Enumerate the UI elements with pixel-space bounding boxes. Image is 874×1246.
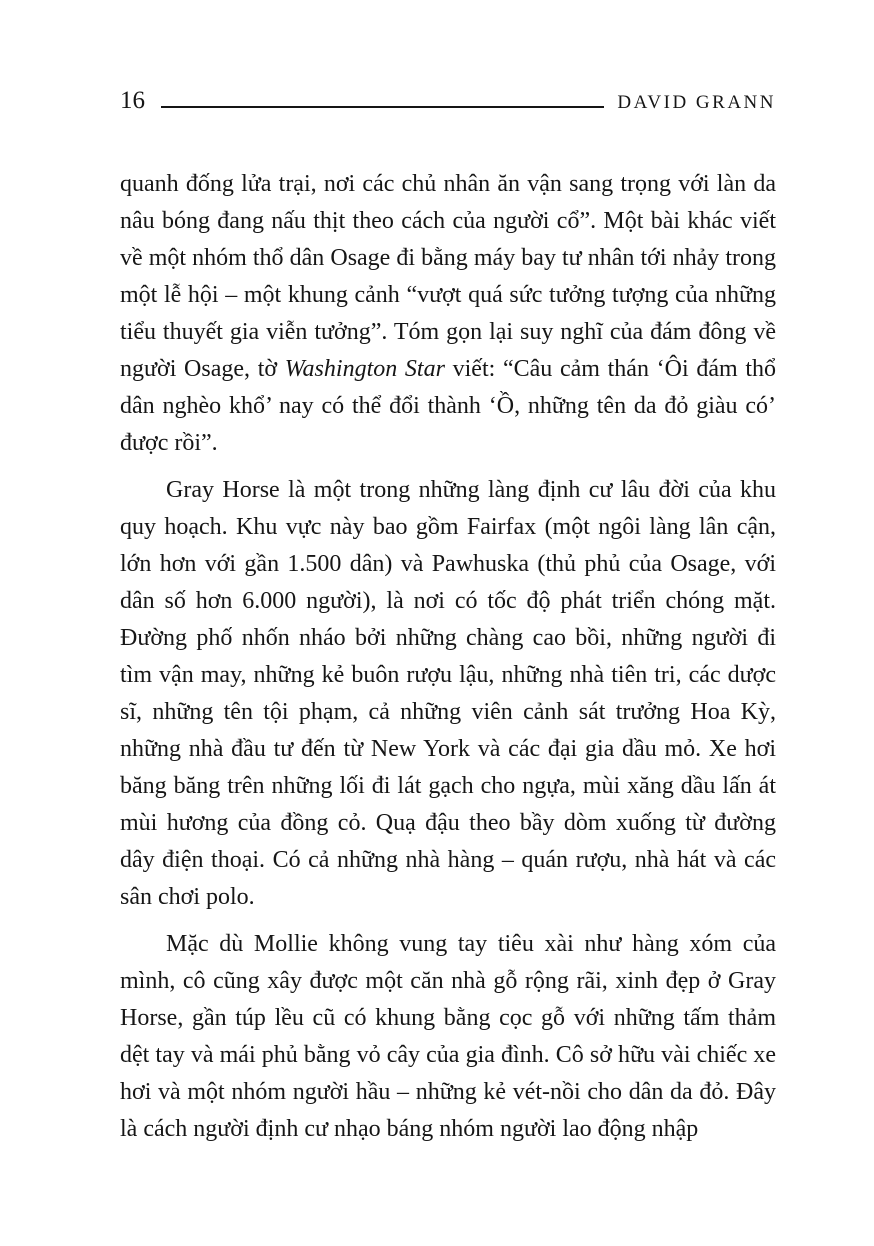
paragraph-2-run-1: Gray Horse là một trong những làng định cư lâu đời của khu quy hoạch. Khu vực này bao gồm Fairfax (một ngôi làng lân cận, lớn hơn với gần 1.500 dân) và Pawhuska (thủ phủ của Osage, với dân số hơn 6.000 người), là nơi có tốc độ phát triển chóng mặt. Đường phố nhốn nháo bởi những chàng cao bồi, những người đi tìm vận may, những kẻ buôn rượu lậu, những nhà tiên tri, các dược sĩ, những tên tội phạm, cả những viên cảnh sát trưởng Hoa Kỳ, những nhà đầu tư đến từ New York và các đại gia dầu mỏ. Xe hơi băng băng trên những lối đi lát gạch cho ngựa, mùi xăng dầu lấn át mùi hương của đồng cỏ. Quạ đậu theo bầy dòm xuống từ đường dây điện thoại. Có cả những nhà hàng – quán rượu, nhà hát và các sân chơi polo.: [120, 477, 776, 910]
paragraph-2: [120, 472, 776, 916]
page-number: 16: [120, 87, 145, 114]
paragraph-1: [120, 166, 776, 462]
paragraph-1-run-3: viết: “Câu cảm thán ‘Ôi đám thổ dân nghèo khổ’ nay có thể đổi thành ‘Ồ, những tên da đỏ giàu có’ được rồi”.: [120, 356, 776, 456]
body-text: [120, 166, 776, 1158]
paragraph-3: [120, 926, 776, 1148]
running-header: [120, 88, 776, 113]
paragraph-3-run-1: Mặc dù Mollie không vung tay tiêu xài như hàng xóm của mình, cô cũng xây được một căn nhà gỗ rộng rãi, xinh đẹp ở Gray Horse, gần túp lều cũ có khung bằng cọc gỗ với những tấm thảm dệt tay và mái phủ bằng vỏ cây của gia đình. Cô sở hữu vài chiếc xe hơi và một nhóm người hầu – những kẻ vét-nồi cho dân da đỏ. Đây là cách người định cư nhạo báng nhóm người lao động nhập: [120, 931, 776, 1142]
header-rule: [161, 106, 604, 108]
italic-newspaper-title: Washington Star: [284, 356, 445, 382]
paragraph-1-run-1: quanh đống lửa trại, nơi các chủ nhân ăn vận sang trọng với làn da nâu bóng đang nấu thịt theo cách của người cổ”. Một bài khác viết về một nhóm thổ dân Osage đi bằng máy bay tư nhân tới nhảy trong một lễ hội – một khung cảnh “vượt quá sức tưởng tượng của những tiểu thuyết gia viễn tưởng”. Tóm gọn lại suy nghĩ của đám đông về người Osage, tờ: [120, 171, 776, 382]
running-header-author: DAVID GRANN: [617, 92, 776, 113]
